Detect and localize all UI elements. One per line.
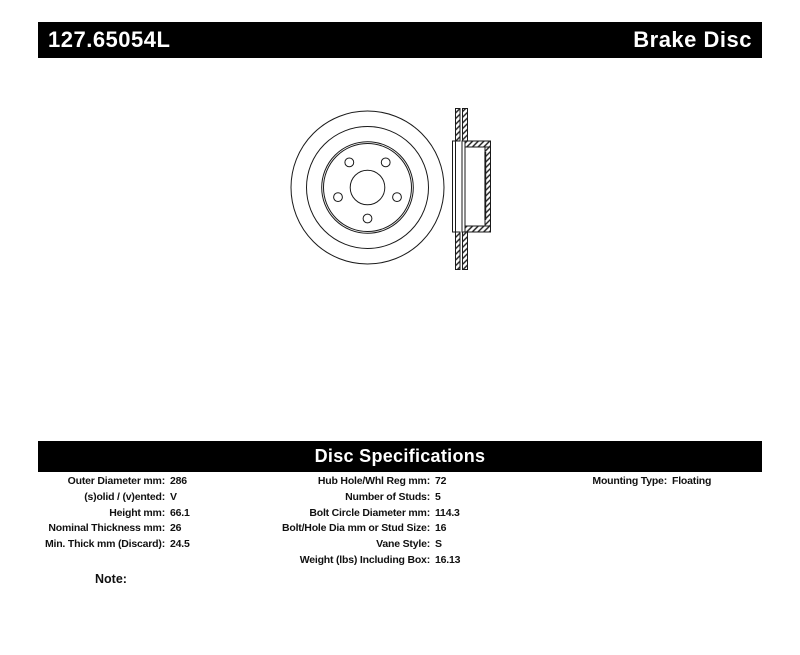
spec-label: Hub Hole/Whl Reg mm:: [317, 475, 430, 487]
spec-value: 66.1: [170, 506, 190, 519]
stud-hole: [345, 158, 354, 167]
spec-label: Outer Diameter mm:: [67, 475, 165, 487]
spec-row-bolt-circle-diameter: [280, 506, 460, 522]
spec-label: Height mm:: [109, 506, 165, 519]
product-type-title: Brake Disc: [633, 27, 752, 52]
spec-value: Floating: [672, 475, 712, 487]
stud-hole: [381, 158, 390, 167]
spec-label: Bolt/Hole Dia mm or Stud Size:: [281, 522, 430, 535]
spec-row-vane-style: [280, 537, 460, 553]
stud-hole: [393, 193, 402, 202]
stud-hole: [334, 193, 343, 202]
section-bottom-plate-right: [463, 232, 468, 270]
spec-label: Nominal Thickness mm:: [48, 522, 165, 535]
brake-disc-cross-section: [453, 109, 491, 270]
center-bore-circle: [350, 170, 385, 205]
spec-label: Number of Studs:: [345, 490, 430, 503]
spec-column-right: [560, 474, 711, 490]
outer-diameter-circle: [291, 111, 444, 264]
disc-face-edge-left: [453, 141, 456, 232]
spec-value: 24.5: [170, 538, 190, 551]
spec-row-nominal-thickness: [38, 521, 190, 537]
spec-value: 114.3: [435, 506, 460, 519]
spec-column-left: [38, 474, 190, 553]
spec-value: 72: [435, 475, 447, 487]
spec-section-header: [38, 441, 762, 472]
title-bar: [38, 22, 762, 58]
section-top-plate-right: [463, 109, 468, 142]
brake-disc-front-view: [291, 111, 444, 264]
spec-row-weight: [280, 553, 460, 569]
spec-value: 16: [435, 522, 447, 535]
stud-hole: [363, 214, 372, 223]
hat-bottom-flange: [465, 226, 491, 232]
spec-row-hub-hole: [280, 474, 460, 490]
spec-value: 26: [170, 522, 182, 535]
spec-row-height: [38, 506, 190, 522]
hub-ring-outer-circle: [322, 142, 414, 234]
spec-value: 5: [435, 490, 441, 503]
spec-row-bolt-hole-dia: [280, 521, 460, 537]
spec-label: Vane Style:: [376, 538, 430, 551]
spec-value: V: [170, 490, 177, 503]
spec-row-number-of-studs: [280, 490, 460, 506]
hub-ring-inner-circle: [324, 144, 412, 232]
spec-row-mounting-type: [560, 474, 711, 490]
section-top-plate-left: [456, 109, 461, 142]
spec-label: (s)olid / (v)ented:: [84, 490, 165, 503]
spec-label: Weight (lbs) Including Box:: [299, 553, 430, 566]
spec-label: Bolt Circle Diameter mm:: [309, 506, 430, 519]
part-number: 127.65054L: [48, 27, 171, 52]
spec-value: S: [435, 538, 442, 551]
spec-label: Min. Thick mm (Discard):: [44, 538, 165, 551]
spec-section-title: Disc Specifications: [314, 446, 486, 466]
spec-value: 16.13: [435, 553, 461, 566]
spec-value: 286: [170, 475, 187, 487]
spec-label: Mounting Type:: [592, 475, 667, 487]
friction-band-inner-circle: [307, 127, 429, 249]
brake-disc-drawing: [270, 95, 510, 285]
note-label: Note:: [95, 572, 127, 586]
spec-row-min-thickness: [38, 537, 190, 553]
spec-row-solid-vented: [38, 490, 190, 506]
spec-column-middle: [280, 474, 460, 569]
section-bottom-plate-left: [456, 232, 461, 270]
hat-top-flange: [465, 141, 491, 147]
spec-row-outer-diameter: [38, 474, 190, 490]
